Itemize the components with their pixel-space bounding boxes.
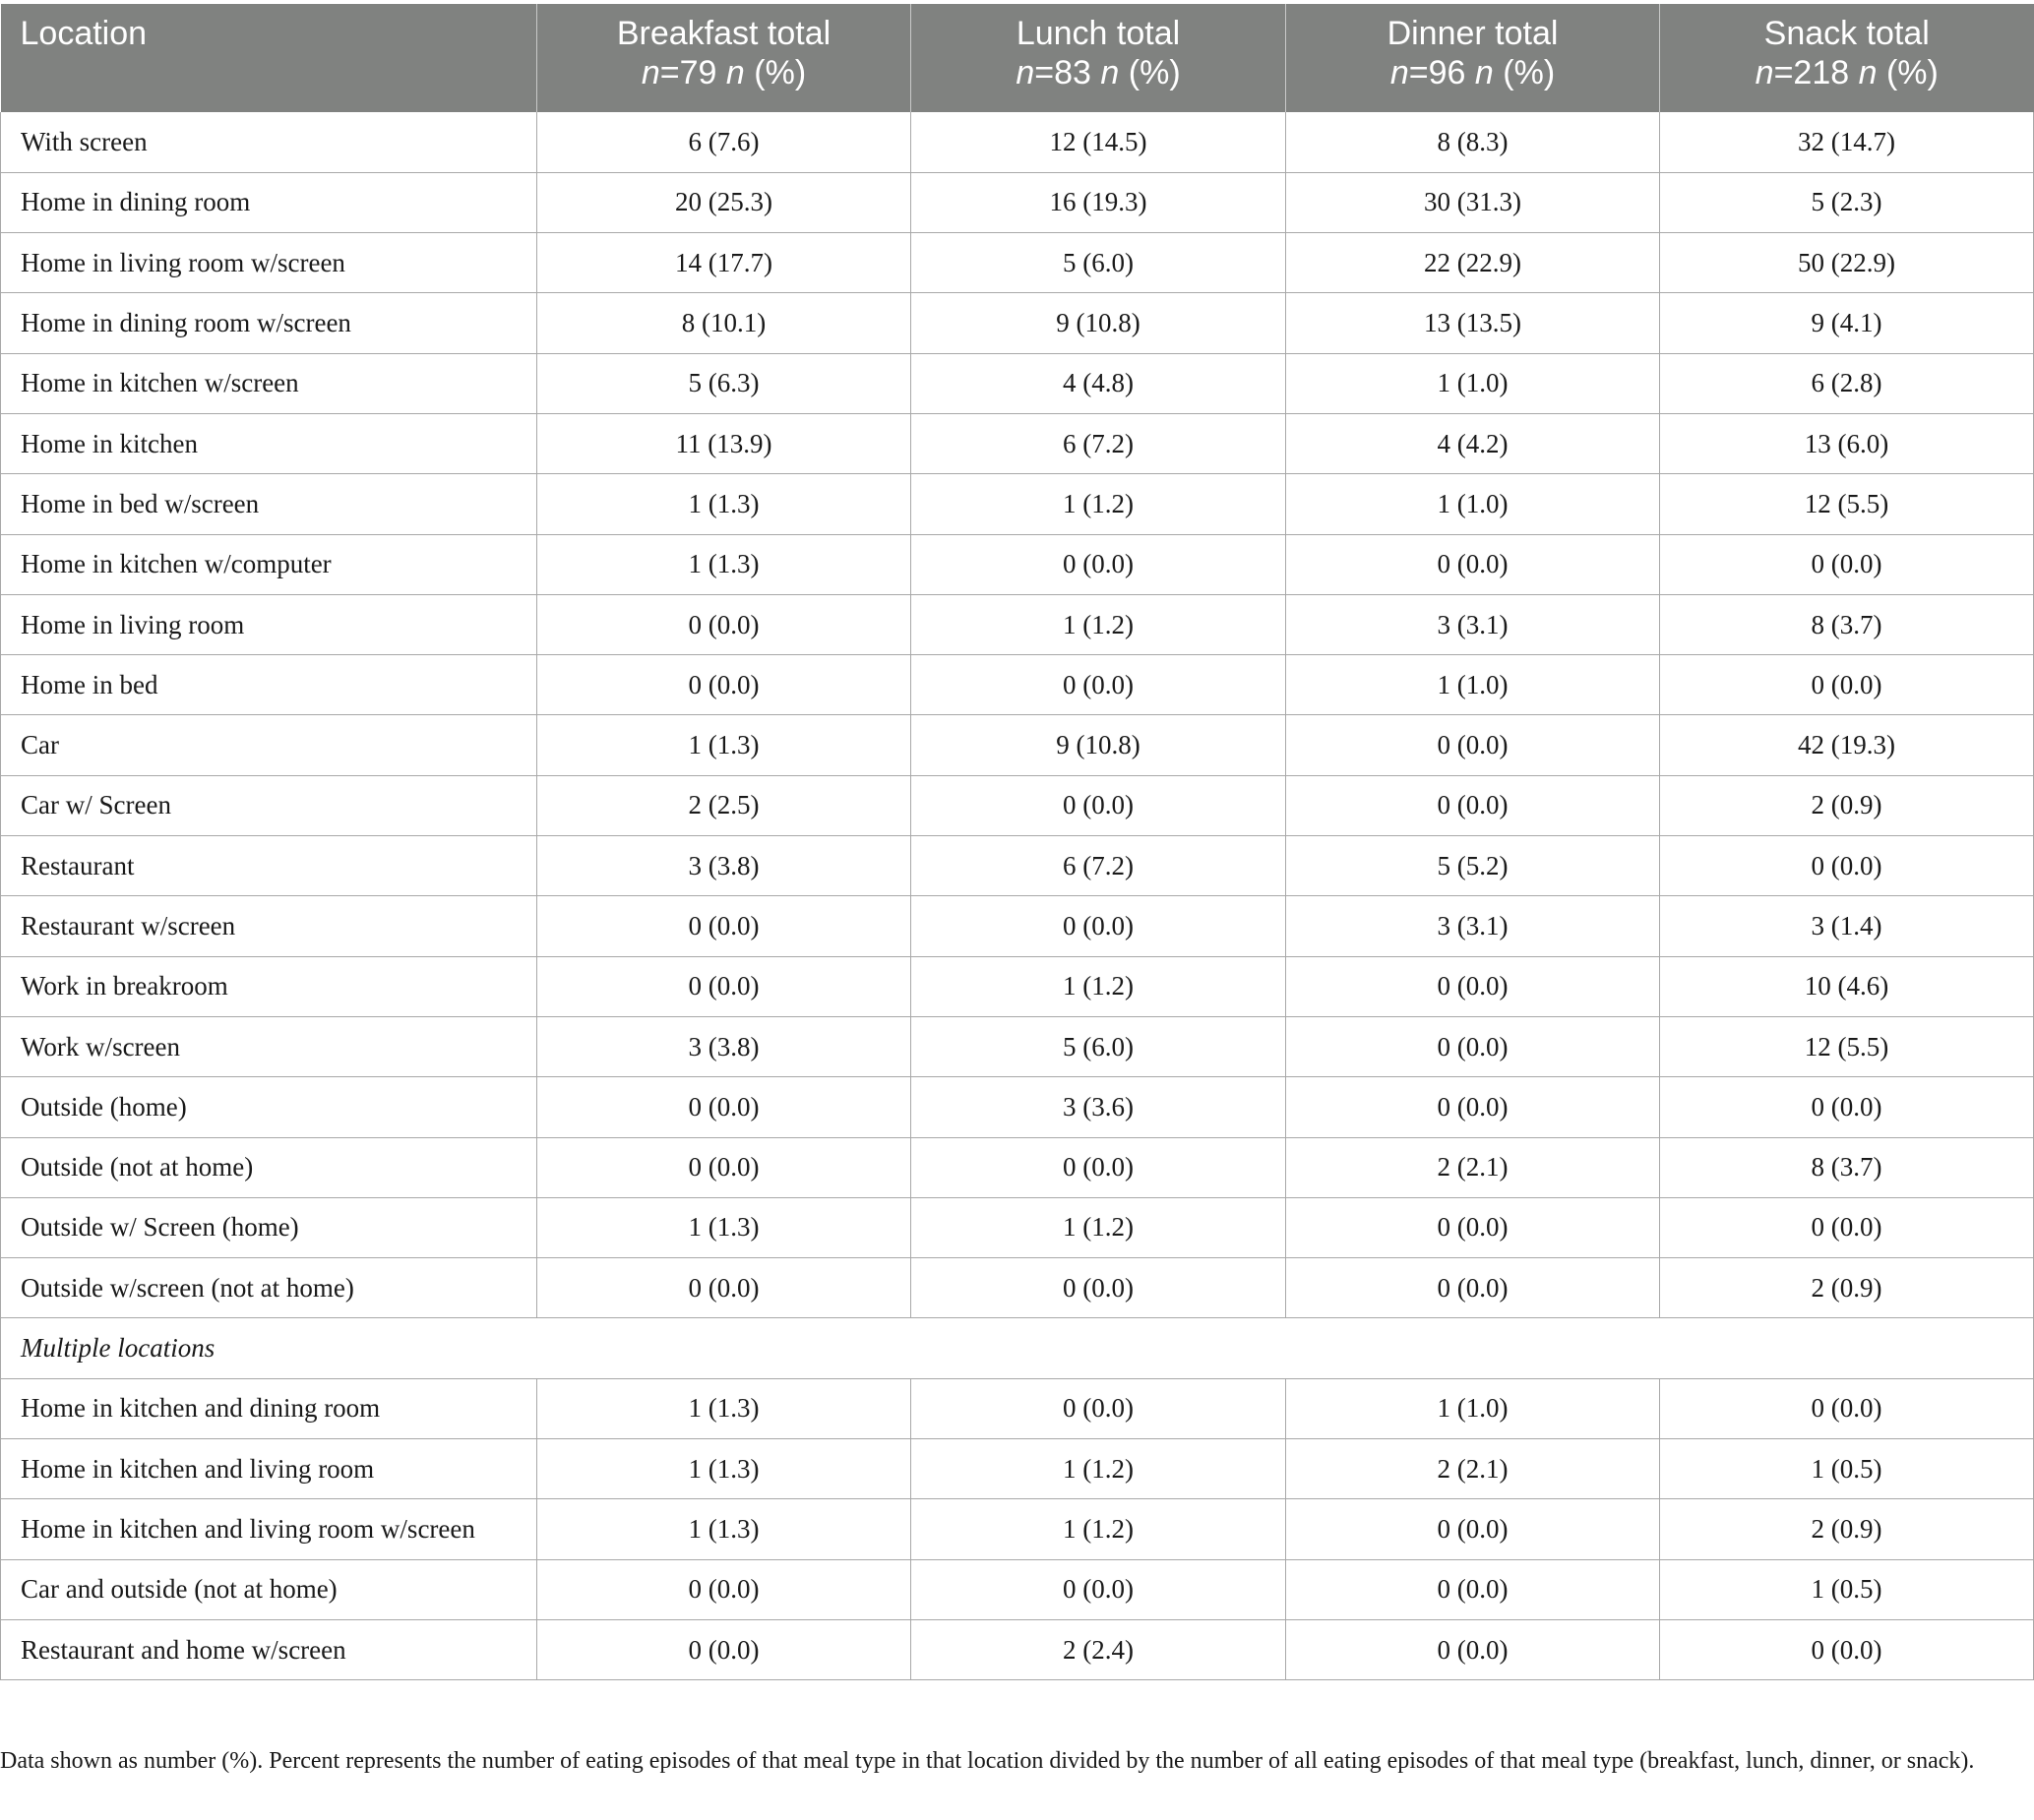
location-cell: Home in bed bbox=[1, 655, 537, 715]
dinner-cell: 0 (0.0) bbox=[1286, 956, 1660, 1016]
snack-cell: 0 (0.0) bbox=[1660, 1197, 2034, 1257]
snack-cell: 10 (4.6) bbox=[1660, 956, 2034, 1016]
snack-cell: 2 (0.9) bbox=[1660, 1499, 2034, 1559]
table-row bbox=[1, 956, 2034, 1016]
snack-cell: 2 (0.9) bbox=[1660, 1258, 2034, 1318]
snack-cell: 0 (0.0) bbox=[1660, 1378, 2034, 1438]
table-footnote: Data shown as number (%). Percent represents the number of eating episodes of that meal type in that location divided by the number of all eating episodes of that meal type (breakfast, lunch, dinner, or snack). bbox=[0, 1748, 1975, 1774]
dinner-cell: 0 (0.0) bbox=[1286, 1559, 1660, 1619]
lunch-cell: 1 (1.2) bbox=[911, 1439, 1286, 1499]
location-cell: Home in dining room bbox=[1, 172, 537, 232]
breakfast-cell: 1 (1.3) bbox=[537, 1499, 911, 1559]
location-cell: Restaurant bbox=[1, 836, 537, 896]
location-cell: Car and outside (not at home) bbox=[1, 1559, 537, 1619]
dinner-cell: 0 (0.0) bbox=[1286, 1258, 1660, 1318]
dinner-cell: 0 (0.0) bbox=[1286, 715, 1660, 775]
dinner-cell: 4 (4.2) bbox=[1286, 413, 1660, 473]
table-row bbox=[1, 775, 2034, 835]
lunch-cell: 0 (0.0) bbox=[911, 655, 1286, 715]
table-row bbox=[1, 353, 2034, 413]
table-row bbox=[1, 1197, 2034, 1257]
location-cell: Home in kitchen bbox=[1, 413, 537, 473]
location-cell: Car w/ Screen bbox=[1, 775, 537, 835]
table-row bbox=[1, 1016, 2034, 1076]
location-cell: Home in kitchen and dining room bbox=[1, 1378, 537, 1438]
location-cell: Home in kitchen and living room w/screen bbox=[1, 1499, 537, 1559]
breakfast-cell: 6 (7.6) bbox=[537, 112, 911, 172]
dinner-cell: 1 (1.0) bbox=[1286, 655, 1660, 715]
snack-cell: 12 (5.5) bbox=[1660, 1016, 2034, 1076]
dinner-cell: 5 (5.2) bbox=[1286, 836, 1660, 896]
lunch-cell: 1 (1.2) bbox=[911, 956, 1286, 1016]
breakfast-cell: 0 (0.0) bbox=[537, 896, 911, 956]
breakfast-cell: 11 (13.9) bbox=[537, 413, 911, 473]
table-row bbox=[1, 534, 2034, 594]
table-row bbox=[1, 715, 2034, 775]
location-cell: Outside (home) bbox=[1, 1077, 537, 1137]
header-dinner-label: Dinner total bbox=[1387, 15, 1559, 52]
section-row bbox=[1, 1318, 2034, 1378]
breakfast-cell: 3 (3.8) bbox=[537, 1016, 911, 1076]
snack-cell: 0 (0.0) bbox=[1660, 655, 2034, 715]
table-row bbox=[1, 836, 2034, 896]
breakfast-cell: 0 (0.0) bbox=[537, 1559, 911, 1619]
table-header bbox=[1, 4, 2034, 112]
location-cell: Home in kitchen and living room bbox=[1, 1439, 537, 1499]
snack-cell: 42 (19.3) bbox=[1660, 715, 2034, 775]
header-dinner bbox=[1286, 4, 1660, 112]
table-row bbox=[1, 1378, 2034, 1438]
lunch-cell: 0 (0.0) bbox=[911, 1378, 1286, 1438]
location-cell: Restaurant w/screen bbox=[1, 896, 537, 956]
table-row bbox=[1, 594, 2034, 654]
snack-cell: 3 (1.4) bbox=[1660, 896, 2034, 956]
location-cell: Home in living room bbox=[1, 594, 537, 654]
table-row bbox=[1, 1499, 2034, 1559]
table-row bbox=[1, 655, 2034, 715]
dinner-cell: 1 (1.0) bbox=[1286, 353, 1660, 413]
location-cell: Home in bed w/screen bbox=[1, 474, 537, 534]
breakfast-cell: 14 (17.7) bbox=[537, 233, 911, 293]
header-breakfast bbox=[537, 4, 911, 112]
breakfast-cell: 1 (1.3) bbox=[537, 1197, 911, 1257]
location-cell: Home in kitchen w/computer bbox=[1, 534, 537, 594]
snack-cell: 8 (3.7) bbox=[1660, 594, 2034, 654]
header-breakfast-n: n=79 n (%) bbox=[641, 54, 807, 91]
dinner-cell: 0 (0.0) bbox=[1286, 1197, 1660, 1257]
lunch-cell: 2 (2.4) bbox=[911, 1619, 1286, 1679]
dinner-cell: 0 (0.0) bbox=[1286, 534, 1660, 594]
snack-cell: 0 (0.0) bbox=[1660, 534, 2034, 594]
breakfast-cell: 2 (2.5) bbox=[537, 775, 911, 835]
snack-cell: 1 (0.5) bbox=[1660, 1439, 2034, 1499]
breakfast-cell: 1 (1.3) bbox=[537, 474, 911, 534]
snack-cell: 8 (3.7) bbox=[1660, 1137, 2034, 1197]
snack-cell: 32 (14.7) bbox=[1660, 112, 2034, 172]
dinner-cell: 3 (3.1) bbox=[1286, 896, 1660, 956]
breakfast-cell: 0 (0.0) bbox=[537, 655, 911, 715]
breakfast-cell: 1 (1.3) bbox=[537, 1378, 911, 1438]
lunch-cell: 0 (0.0) bbox=[911, 534, 1286, 594]
lunch-cell: 6 (7.2) bbox=[911, 836, 1286, 896]
location-cell: Home in kitchen w/screen bbox=[1, 353, 537, 413]
dinner-cell: 0 (0.0) bbox=[1286, 1016, 1660, 1076]
lunch-cell: 12 (14.5) bbox=[911, 112, 1286, 172]
snack-cell: 0 (0.0) bbox=[1660, 1077, 2034, 1137]
breakfast-cell: 1 (1.3) bbox=[537, 534, 911, 594]
table-row bbox=[1, 1439, 2034, 1499]
table-row bbox=[1, 896, 2034, 956]
location-cell: Outside (not at home) bbox=[1, 1137, 537, 1197]
header-breakfast-label: Breakfast total bbox=[616, 15, 832, 52]
lunch-cell: 1 (1.2) bbox=[911, 1499, 1286, 1559]
header-dinner-n: n=96 n (%) bbox=[1389, 54, 1556, 91]
table-body bbox=[1, 112, 2034, 1680]
header-snack-n: n=218 n (%) bbox=[1755, 54, 1939, 91]
location-cell: Car bbox=[1, 715, 537, 775]
snack-cell: 12 (5.5) bbox=[1660, 474, 2034, 534]
snack-cell: 50 (22.9) bbox=[1660, 233, 2034, 293]
header-lunch-n: n=83 n (%) bbox=[1016, 54, 1181, 91]
snack-cell: 6 (2.8) bbox=[1660, 353, 2034, 413]
table-wrapper bbox=[0, 4, 2033, 1680]
lunch-cell: 0 (0.0) bbox=[911, 1137, 1286, 1197]
header-location bbox=[1, 4, 537, 112]
header-snack bbox=[1660, 4, 2034, 112]
dinner-cell: 13 (13.5) bbox=[1286, 293, 1660, 353]
lunch-cell: 5 (6.0) bbox=[911, 233, 1286, 293]
dinner-cell: 2 (2.1) bbox=[1286, 1137, 1660, 1197]
section-label: Multiple locations bbox=[1, 1318, 2034, 1378]
breakfast-cell: 8 (10.1) bbox=[537, 293, 911, 353]
header-row bbox=[1, 4, 2034, 112]
header-snack-label: Snack total bbox=[1763, 15, 1930, 52]
location-cell: Home in living room w/screen bbox=[1, 233, 537, 293]
dinner-cell: 8 (8.3) bbox=[1286, 112, 1660, 172]
snack-cell: 1 (0.5) bbox=[1660, 1559, 2034, 1619]
header-lunch bbox=[911, 4, 1286, 112]
breakfast-cell: 0 (0.0) bbox=[537, 1077, 911, 1137]
snack-cell: 0 (0.0) bbox=[1660, 836, 2034, 896]
breakfast-cell: 5 (6.3) bbox=[537, 353, 911, 413]
table-row bbox=[1, 474, 2034, 534]
header-location-label: Location bbox=[20, 15, 148, 52]
eating-location-table bbox=[0, 4, 2034, 1680]
location-cell: Outside w/screen (not at home) bbox=[1, 1258, 537, 1318]
snack-cell: 2 (0.9) bbox=[1660, 775, 2034, 835]
lunch-cell: 5 (6.0) bbox=[911, 1016, 1286, 1076]
location-cell: Home in dining room w/screen bbox=[1, 293, 537, 353]
location-cell: Work in breakroom bbox=[1, 956, 537, 1016]
lunch-cell: 0 (0.0) bbox=[911, 1258, 1286, 1318]
table-row bbox=[1, 233, 2034, 293]
dinner-cell: 0 (0.0) bbox=[1286, 1499, 1660, 1559]
snack-cell: 9 (4.1) bbox=[1660, 293, 2034, 353]
location-cell: Outside w/ Screen (home) bbox=[1, 1197, 537, 1257]
lunch-cell: 1 (1.2) bbox=[911, 1197, 1286, 1257]
dinner-cell: 1 (1.0) bbox=[1286, 1378, 1660, 1438]
dinner-cell: 30 (31.3) bbox=[1286, 172, 1660, 232]
dinner-cell: 0 (0.0) bbox=[1286, 1077, 1660, 1137]
table-row bbox=[1, 1559, 2034, 1619]
table-row bbox=[1, 413, 2034, 473]
table-row bbox=[1, 112, 2034, 172]
location-cell: Restaurant and home w/screen bbox=[1, 1619, 537, 1679]
lunch-cell: 1 (1.2) bbox=[911, 594, 1286, 654]
header-lunch-label: Lunch total bbox=[1016, 15, 1181, 52]
dinner-cell: 1 (1.0) bbox=[1286, 474, 1660, 534]
table-row bbox=[1, 1619, 2034, 1679]
snack-cell: 5 (2.3) bbox=[1660, 172, 2034, 232]
dinner-cell: 0 (0.0) bbox=[1286, 1619, 1660, 1679]
lunch-cell: 9 (10.8) bbox=[911, 293, 1286, 353]
lunch-cell: 0 (0.0) bbox=[911, 896, 1286, 956]
breakfast-cell: 20 (25.3) bbox=[537, 172, 911, 232]
breakfast-cell: 0 (0.0) bbox=[537, 956, 911, 1016]
location-cell: Work w/screen bbox=[1, 1016, 537, 1076]
lunch-cell: 3 (3.6) bbox=[911, 1077, 1286, 1137]
dinner-cell: 22 (22.9) bbox=[1286, 233, 1660, 293]
lunch-cell: 1 (1.2) bbox=[911, 474, 1286, 534]
dinner-cell: 2 (2.1) bbox=[1286, 1439, 1660, 1499]
breakfast-cell: 1 (1.3) bbox=[537, 1439, 911, 1499]
snack-cell: 13 (6.0) bbox=[1660, 413, 2034, 473]
dinner-cell: 0 (0.0) bbox=[1286, 775, 1660, 835]
breakfast-cell: 0 (0.0) bbox=[537, 1137, 911, 1197]
lunch-cell: 4 (4.8) bbox=[911, 353, 1286, 413]
lunch-cell: 6 (7.2) bbox=[911, 413, 1286, 473]
table-row bbox=[1, 1077, 2034, 1137]
breakfast-cell: 1 (1.3) bbox=[537, 715, 911, 775]
breakfast-cell: 3 (3.8) bbox=[537, 836, 911, 896]
dinner-cell: 3 (3.1) bbox=[1286, 594, 1660, 654]
table-row bbox=[1, 293, 2034, 353]
lunch-cell: 0 (0.0) bbox=[911, 775, 1286, 835]
lunch-cell: 0 (0.0) bbox=[911, 1559, 1286, 1619]
lunch-cell: 16 (19.3) bbox=[911, 172, 1286, 232]
lunch-cell: 9 (10.8) bbox=[911, 715, 1286, 775]
table-row bbox=[1, 1137, 2034, 1197]
snack-cell: 0 (0.0) bbox=[1660, 1619, 2034, 1679]
table-row bbox=[1, 172, 2034, 232]
table-row bbox=[1, 1258, 2034, 1318]
breakfast-cell: 0 (0.0) bbox=[537, 1619, 911, 1679]
breakfast-cell: 0 (0.0) bbox=[537, 594, 911, 654]
breakfast-cell: 0 (0.0) bbox=[537, 1258, 911, 1318]
location-cell: With screen bbox=[1, 112, 537, 172]
